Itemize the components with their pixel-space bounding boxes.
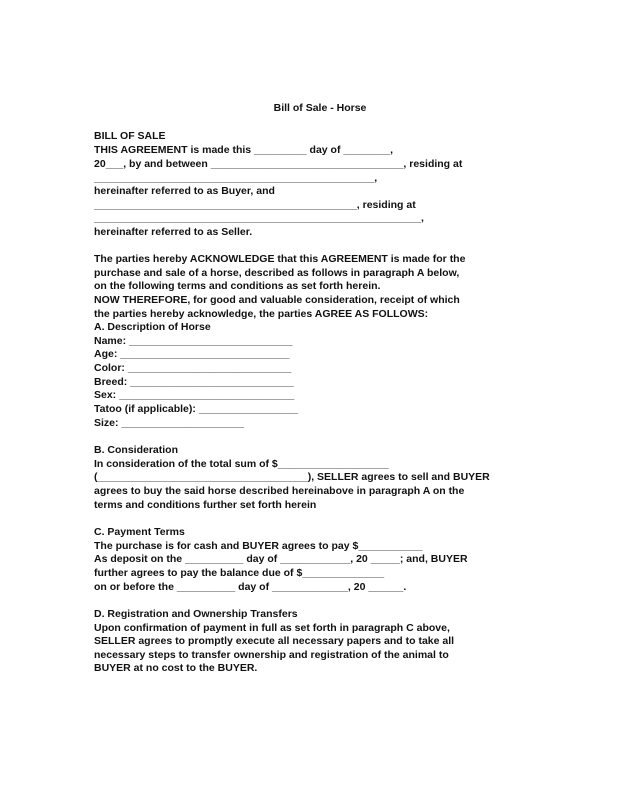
doc-line: necessary steps to transfer ownership and registration of the animal to [94,649,449,661]
doc-line: The parties hereby ACKNOWLEDGE that this AGREEMENT is made for the [94,253,466,265]
doc-line: on or before the __________ day of _____________, 20 ______. [94,581,407,593]
doc-line: THIS AGREEMENT is made this _________ day of ________, [94,144,393,156]
doc-line: Size: _____________________ [94,417,245,429]
doc-line: The purchase is for cash and BUYER agrees to pay $___________ [94,540,423,552]
section-heading-d: D. Registration and Ownership Transfers [94,608,298,620]
doc-line: on the following terms and conditions as set forth herein. [94,280,381,292]
doc-line: In consideration of the total sum of $___________________ [94,458,389,470]
doc-line: further agrees to pay the balance due of $______________ [94,567,385,579]
doc-line: _____________________________________________, residing at [94,199,416,211]
doc-line: agrees to buy the said horse described hereinabove in paragraph A on the [94,485,465,497]
doc-line: SELLER agrees to promptly execute all necessary papers and to take all [94,635,455,647]
doc-line: Age: _____________________________ [94,348,290,360]
doc-line: Name: ____________________________ [94,335,293,347]
doc-line: ________________________________________________________, [94,212,424,224]
doc-line: Breed: ____________________________ [94,376,294,388]
doc-line: terms and conditions further set forth herein [94,499,317,511]
doc-line: Color: ____________________________ [94,362,292,374]
doc-line: NOW THEREFORE, for good and valuable consideration, receipt of which [94,294,460,306]
section-heading-b: B. Consideration [94,444,179,456]
doc-line: Sex: ______________________________ [94,389,295,401]
page-title: Bill of Sale - Horse [273,102,367,114]
doc-line: (____________________________________), SELLER agrees to sell and BUYER [94,471,490,483]
doc-line: hereinafter referred to as Seller. [94,226,253,238]
doc-line: BILL OF SALE [94,130,166,142]
doc-line: the parties hereby acknowledge, the parties AGREE AS FOLLOWS: [94,308,429,320]
doc-line: Upon confirmation of payment in full as set forth in paragraph C above, [94,622,450,634]
section-heading-a: A. Description of Horse [94,321,211,333]
doc-line: purchase and sale of a horse, described as follows in paragraph A below, [94,267,460,279]
doc-line: 20___, by and between _________________________________, residing at [94,158,463,170]
doc-line: ________________________________________________, [94,172,378,184]
doc-line: As deposit on the __________ day of ____________, 20 _____; and, BUYER [94,553,468,565]
doc-line: BUYER at no cost to the BUYER. [94,662,258,674]
doc-line: Tatoo (if applicable): _________________ [94,403,299,415]
section-heading-c: C. Payment Terms [94,526,185,538]
doc-line: hereinafter referred to as Buyer, and [94,185,275,197]
